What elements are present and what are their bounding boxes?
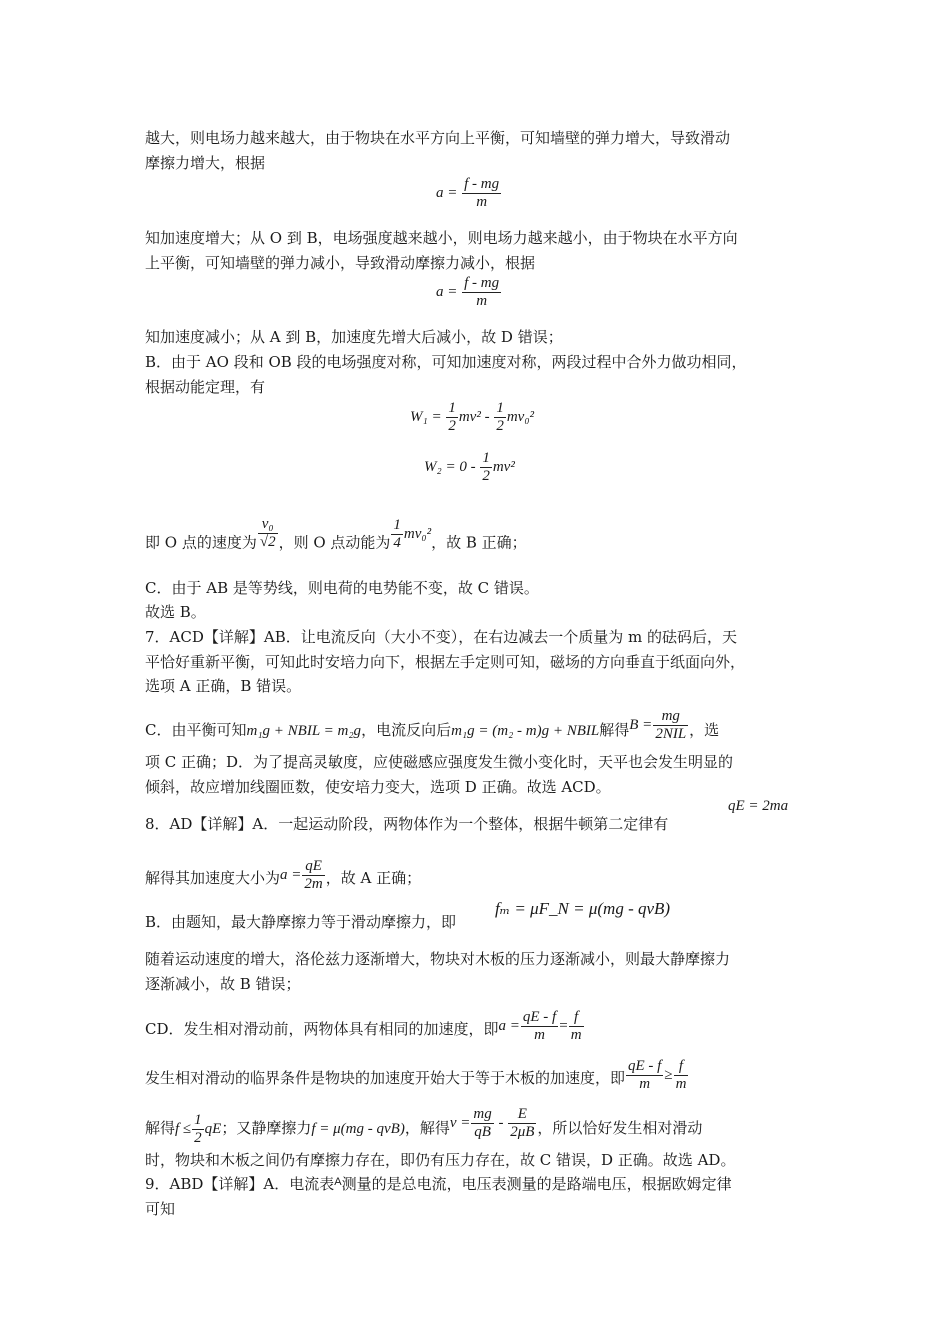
equation-newton: qE = 2ma — [728, 798, 789, 814]
equation-work-1: W₁ = $\frac{1}{2}$ mv² - $\frac{1}{2}$ mv₀² — [410, 400, 535, 434]
text-line: 越大，则电场力越来越大，由于物块在水平方向上平衡，可知墙壁的弹力增大，导致滑动 — [145, 129, 731, 147]
text-line: 发生相对滑动的临界条件是物块的加速度开始大于等于木板的加速度，即 $\frac{qE - f}{m}$ ≥ $\frac{f}{m}$ — [145, 1062, 689, 1097]
text-line: 故选 B。 — [145, 603, 206, 621]
equation-max-static-friction: fₘ = μF_N = μ(mg - qvB) — [495, 899, 671, 918]
text-line: 平恰好重新平衡，可知此时安培力向下，根据左手定则可知，磁场的方向垂直于纸面向外， — [145, 653, 746, 671]
text-line: 解得其加速度大小为a = $\frac{qE}{2m}$ ，故 A 正确； — [145, 858, 422, 892]
text-line: 时，物块和木板之间仍有摩擦力存在，即仍有压力存在，故 C 错误，D 正确。故选 AD。 — [145, 1151, 736, 1169]
text-line: 可知 — [145, 1200, 176, 1218]
text-line: 随着运动速度的增大，洛伦兹力逐渐增大，物块对木板的压力逐渐减小，则最大静摩擦力 — [145, 950, 731, 968]
text-line: 摩擦力增大，根据 — [145, 154, 266, 172]
equation-acceleration-1: a = $\frac{f - mg}{m}$ — [436, 176, 500, 210]
text-line: 即 O 点的速度为 $\frac{\text{v₀}}{√2}$ ，则 O 点动能为 $\frac{1}{4}$ mv₀²，故 B 正确； — [145, 516, 527, 552]
fraction-v0-sqrt2: $\frac{\text{v₀}}{√2}$ — [259, 516, 276, 550]
text-line: 根据动能定理，有 — [145, 378, 266, 396]
equation-critical-condition: $\frac{qE - f}{m}$ ≥ $\frac{f}{m}$ — [628, 1058, 687, 1092]
text-line: C．由于 AB 是等势线，则电荷的电势能不变，故 C 错误。 — [145, 579, 539, 597]
text-line: B．由于 AO 段和 OB 段的电场强度对称，可知加速度对称，两段过程中合外力做功相同， — [145, 353, 747, 371]
equation-acceleration-2: a = $\frac{f - mg}{m}$ — [436, 275, 500, 309]
text-line: 知加速度减小；从 A 到 B，加速度先增大后减小，故 D 错误； — [145, 328, 563, 346]
text-line: 9．ABD【详解】A．电流表$^A$测量的是总电流，电压表测量的是路端电压，根据欧姆定律 — [145, 1175, 732, 1193]
equation-work-2: W₂ = 0 - $\frac{1}{2}$ mv² — [424, 450, 515, 484]
ammeter-symbol: A — [334, 1176, 342, 1188]
equation-velocity: v = $\frac{mg}{qB}$ - $\frac{E}{2\mu B}$ — [449, 1106, 535, 1140]
equation-equal-acceleration: a = $\frac{qE - f}{m}$ = $\frac{f}{m}$ — [498, 1009, 582, 1043]
text-line: 解得f ≤ $\frac{1}{2}$ qE；又静摩擦力f = μ(mg - qvB)，解得v = $\frac{mg}{qB}$ - $\frac{E}{2\mu B}$ ，所以恰好发生相对滑动 — [145, 1106, 703, 1146]
text-line: 倾斜，故应增加线圈匝数，使安培力变大，选项 D 正确。故选 ACD。 — [145, 778, 611, 796]
text-line: 8．AD【详解】A．一起运动阶段，两物体作为一个整体，根据牛顿第二定律有 — [145, 815, 669, 833]
text-line: 知加速度增大；从 O 到 B，电场强度越来越小，则电场力越来越小，由于物块在水平方向 — [145, 229, 738, 247]
equation-friction-bound: f ≤ $\frac{1}{2}$ qE — [175, 1112, 222, 1146]
text-line: B．由题知，最大静摩擦力等于滑动摩擦力，即 — [145, 913, 457, 931]
kinetic-energy-expression: $\frac{1}{4}$ mv₀² — [393, 516, 432, 551]
text-line: CD．发生相对滑动前，两物体具有相同的加速度，即a = $\frac{qE - f}{m}$ = $\frac{f}{m}$ — [145, 1013, 585, 1048]
text-line: 7．ACD【详解】AB．让电流反向（大小不变），在右边减去一个质量为 m 的砝码后，天 — [145, 628, 737, 646]
text-line: 逐渐减小，故 B 错误； — [145, 975, 301, 993]
text-line: C．由平衡可知m₁g + NBIL = m₂g，电流反向后m₁g = (m₂ - m)g + NBIL解得B = mg 2NIL ，选 — [145, 708, 720, 742]
text-line: 选项 A 正确，B 错误。 — [145, 677, 302, 695]
equation-B: B = mg 2NIL — [629, 708, 687, 742]
text-line: 项 C 正确；D．为了提高灵敏度，应使磁感应强度发生微小变化时，天平也会发生明显的 — [145, 753, 734, 771]
equation-acceleration-3: a = $\frac{qE}{2m}$ — [280, 858, 323, 892]
text-line: 上平衡，可知墙壁的弹力减小，导致滑动摩擦力减小，根据 — [145, 254, 536, 272]
